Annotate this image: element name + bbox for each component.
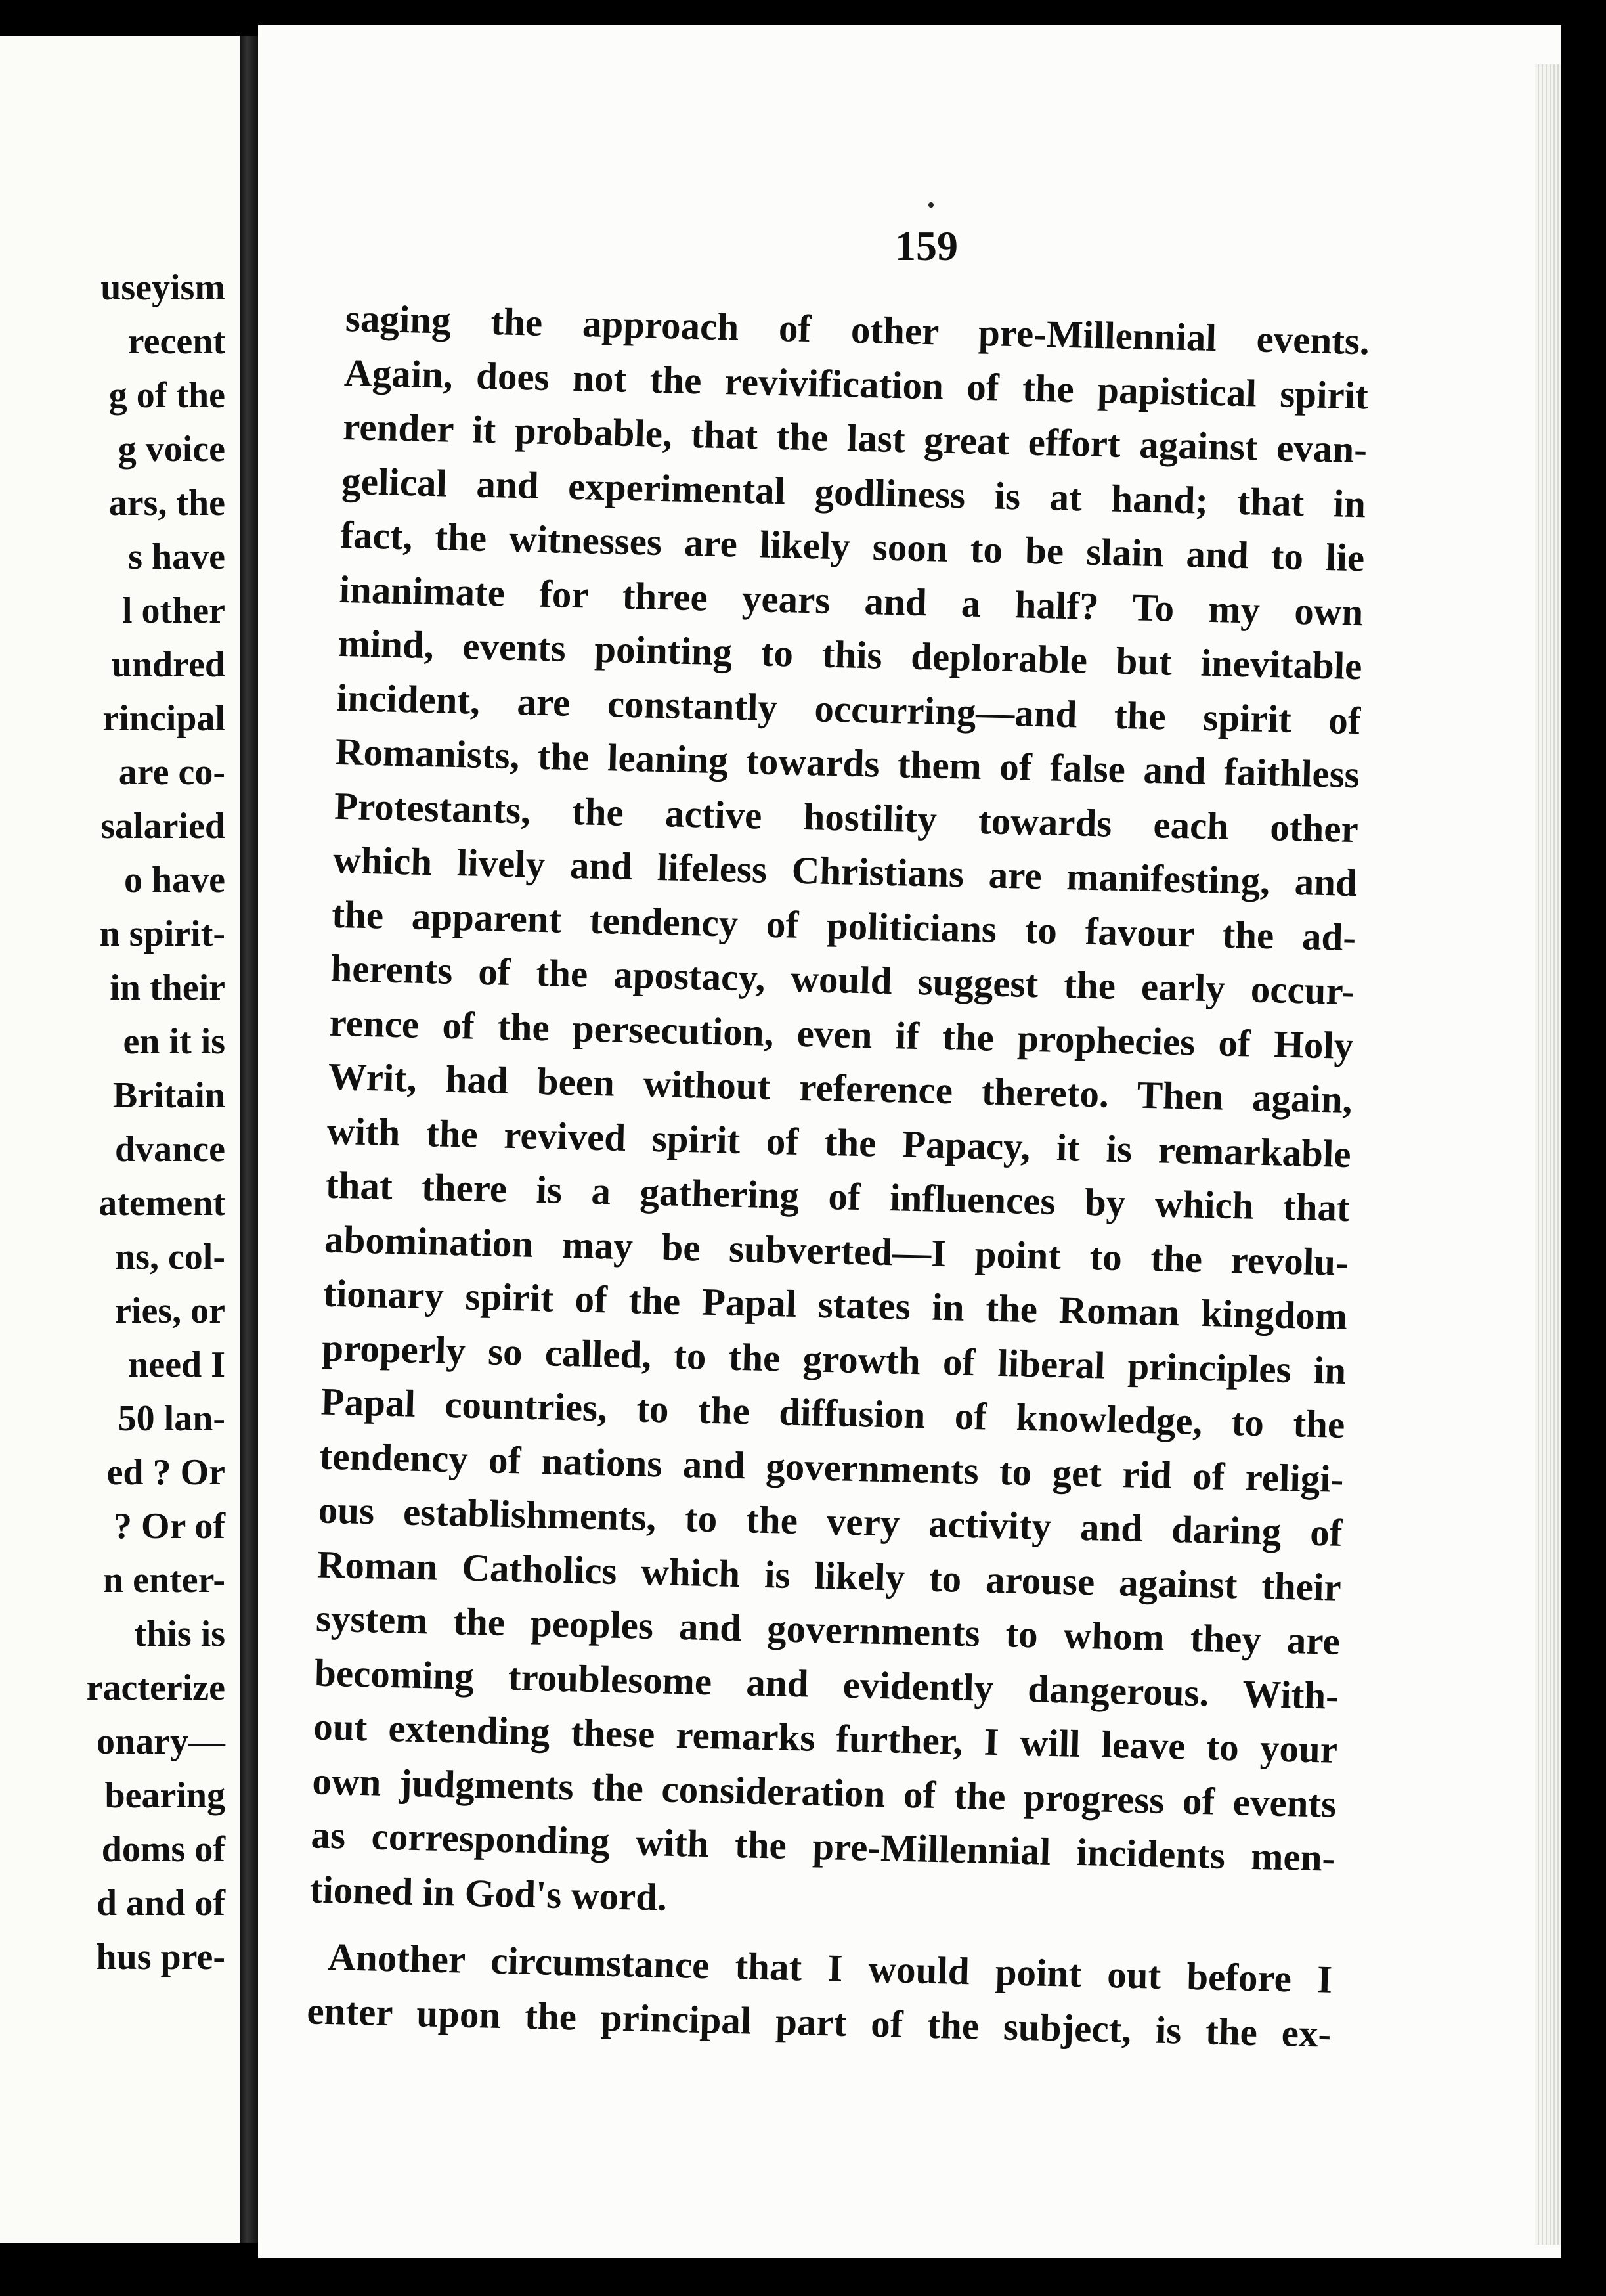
left-text-line: onary— [97, 1721, 225, 1762]
left-text-line: are co- [118, 752, 225, 793]
text-line: out extending these remarks further, I will leave to your [313, 1704, 1338, 1771]
text-line: which lively and lifeless Christians are manifesting, and [332, 837, 1358, 905]
text-line: Papal countries, to the diffusion of knowledge, to the [320, 1379, 1345, 1446]
text-line: enter upon the principal part of the subject, is the ex- [306, 1988, 1332, 2056]
left-text-line: recent [127, 321, 225, 362]
left-text-line: dvance [115, 1129, 225, 1170]
left-text-line: this is [134, 1614, 225, 1654]
text-line: ous establishments, to the very activity and daring of [318, 1488, 1343, 1555]
left-text-line: 50 lan- [118, 1398, 225, 1439]
text-line: inanimate for three years and a half? To my own [338, 567, 1364, 634]
left-text-line: racterize [86, 1667, 225, 1708]
page-edge [1535, 64, 1561, 2245]
page-number: 159 [895, 223, 958, 269]
text-line: as corresponding with the pre-Millennial incidents men- [310, 1813, 1336, 1880]
right-page [258, 25, 1561, 2258]
book-gutter [240, 36, 258, 2243]
text-line: rence of the persecution, even if the prophecies of Holy [328, 1000, 1355, 1067]
left-text-line: salaried [100, 806, 225, 847]
text-line: Another circumstance that I would point out before I [327, 1935, 1333, 2001]
text-line: own judgments the consideration of the progress of events [311, 1758, 1337, 1826]
text-line: herents of the apostacy, would suggest the early occur- [330, 946, 1355, 1013]
text-line: Romanists, the leaning towards them of false and faithless [335, 729, 1360, 797]
left-text-line: bearing [104, 1775, 225, 1816]
left-text-line: en it is [123, 1021, 225, 1062]
left-text-line: n enter- [102, 1560, 225, 1601]
text-line: system the peoples and governments to whom they are [315, 1596, 1341, 1663]
text-line: fact, the witnesses are likely soon to be slain and to lie [339, 512, 1365, 580]
text-line: tendency of nations and governments to get rid of religi- [319, 1434, 1345, 1501]
left-page [0, 36, 240, 2243]
left-text-line: o have [124, 860, 225, 900]
left-text-line: n spirit- [99, 914, 225, 954]
left-text-line: in their [110, 967, 225, 1008]
left-text-line: d and of [96, 1883, 225, 1924]
left-text-line: g of the [108, 375, 225, 416]
text-line: Again, does not the revivification of the papistical spirit [343, 350, 1369, 417]
text-line: with the revived spirit of the Papacy, it is remarkable [326, 1109, 1352, 1176]
text-line: render it probable, that the last great effort against evan- [342, 404, 1368, 472]
left-text-line: useyism [100, 267, 225, 308]
left-text-line: ? Or of [113, 1506, 225, 1547]
ink-speck [928, 202, 934, 208]
text-line: incident, are constantly occurring—and the spirit of [336, 675, 1362, 742]
text-line: Protestants, the active hostility towards each other [334, 784, 1359, 850]
text-line: saging the approach of other pre-Millennial events. [345, 296, 1370, 363]
text-line: the apparent tendency of politicians to favour the ad- [331, 892, 1356, 959]
text-line: mind, events pointing to this deplorable but inevitable [337, 621, 1363, 688]
left-text-line: ries, or [115, 1291, 225, 1331]
text-line: tioned in God's word. [309, 1866, 668, 1919]
left-text-line: need I [128, 1344, 225, 1385]
text-line: becoming troublesome and evidently dangerous. With- [314, 1650, 1339, 1717]
text-line: Roman Catholics which is likely to arouse against their [316, 1542, 1342, 1609]
left-text-line: Britain [112, 1075, 225, 1116]
left-text-line: l other [121, 590, 225, 631]
text-line: that there is a gathering of influences by which that [325, 1162, 1351, 1230]
left-text-line: rincipal [102, 698, 225, 739]
text-line: gelical and experimental godliness is at hand; that in [341, 458, 1366, 525]
left-text-line: ns, col- [115, 1237, 225, 1277]
left-text-line: undred [111, 644, 225, 685]
text-line: abomination may be subverted—I point to the revolu- [324, 1217, 1349, 1284]
text-line: properly so called, to the growth of liberal principles in [321, 1325, 1347, 1392]
body-text [307, 291, 1370, 2061]
left-text-line: doms of [101, 1829, 225, 1870]
left-text-line: g voice [118, 429, 225, 470]
left-text-line: atement [98, 1183, 225, 1224]
left-text-line: s have [128, 537, 225, 577]
left-text-line: hus pre- [96, 1937, 225, 1977]
left-text-line: ed ? Or [106, 1452, 225, 1493]
left-text-line: ars, the [108, 483, 225, 523]
text-line: Writ, had been without reference thereto. Then again, [328, 1054, 1353, 1122]
text-line: tionary spirit of the Papal states in the Roman kingdom [322, 1271, 1348, 1338]
